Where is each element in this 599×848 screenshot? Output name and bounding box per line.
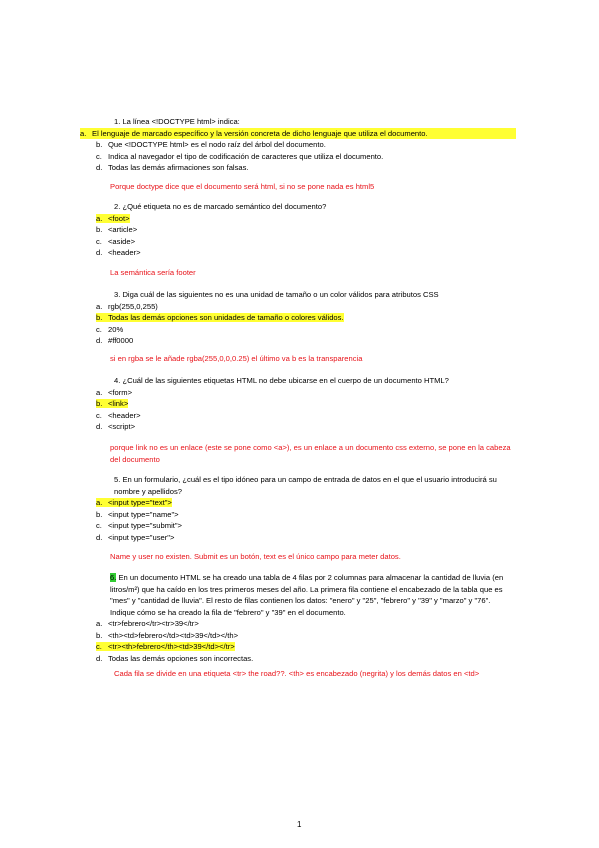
question-title: 2. ¿Qué etiqueta no es de marcado semántico del documento? [114, 202, 327, 211]
option-d[interactable]: d. Todas las demás opciones son incorrectas. [96, 653, 254, 663]
question-6 [96, 572, 516, 664]
question-number: 6. [110, 573, 117, 582]
question-5 [96, 474, 516, 543]
answer-note-1: Porque doctype dice que el documento será html, si no se pone nada es html5 [110, 182, 375, 191]
question-title: 4. ¿Cuál de las siguientes etiquetas HTML no debe ubicarse en el cuerpo de un documento HTML? [114, 376, 449, 385]
option-b[interactable]: b. <link> [96, 399, 129, 408]
option-d[interactable]: d. <header> [96, 248, 141, 257]
answer-note-2: La semántica sería footer [110, 268, 196, 277]
option-b[interactable]: b. <input type="name"> [96, 509, 179, 519]
option-c[interactable]: c. Indica al navegador el tipo de codificación de caracteres que utiliza el documento. [96, 151, 384, 161]
question-title: 3. Diga cuál de las siguientes no es una unidad de tamaño o un color válidos para atributos CSS [114, 290, 439, 299]
question-4 [96, 375, 516, 433]
option-b[interactable]: b. <article> [96, 225, 138, 234]
question-3 [96, 289, 516, 347]
option-a[interactable]: a. rgb(255,0,255) [96, 301, 158, 311]
question-title: 6. En un documento HTML se ha creado una tabla de 4 filas por 2 columnas para almacenar la cantidad de lluvia (en litros/m²) que ha caído en los tres primeros meses del año. La primera fila contiene el encabezado de la tabla que es "mes" y "cantidad de lluvia". El resto de filas contienen los datos: "enero" y "25", "febrero" y "39" y "marzo" y "76". Indique cómo se ha creado la fila de "febrero" y "39" en el documento. [110, 573, 504, 617]
option-c[interactable]: c. <aside> [96, 236, 136, 246]
option-d[interactable]: d. Todas las demás afirmaciones son falsas. [96, 163, 249, 172]
option-c[interactable]: c. 20% [96, 324, 124, 334]
option-d[interactable]: d. #ff0000 [96, 336, 134, 345]
option-d[interactable]: d. <script> [96, 422, 136, 431]
option-a[interactable]: a. <foot> [96, 213, 130, 223]
option-c[interactable]: c. <input type="submit"> [96, 521, 182, 530]
option-b[interactable]: b. <th><td>febrero</td><td>39</td></th> [96, 630, 239, 640]
option-a[interactable]: a. <tr>febrero</tr><tr>39</tr> [96, 619, 199, 628]
option-a[interactable]: a. <input type="text"> [96, 498, 172, 507]
option-a[interactable]: a. El lenguaje de marcado específico y la versión concreta de dicho lenguaje que utiliza el documento. [80, 128, 516, 140]
question-2 [96, 201, 516, 259]
option-c[interactable]: c. <tr><th>febrero</th><td>39</td></tr> [96, 642, 235, 651]
question-title: 1. La línea <!DOCTYPE html> indica: [114, 117, 240, 126]
question-title: 5. En un formulario, ¿cuál es el tipo idóneo para un campo de entrada de datos en el que el usuario introducirá su nombre y apellidos? [114, 475, 497, 496]
option-b[interactable]: b. Que <!DOCTYPE html> es el nodo raíz del árbol del documento. [96, 140, 326, 149]
option-b[interactable]: b. Todas las demás opciones son unidades de tamaño o colores válidos. [96, 313, 344, 322]
answer-note-3: si en rgba se le añade rgba(255,0,0,0.25) el último va b es la transparencia [110, 354, 363, 363]
answer-note-6: Cada fila se divide en una etiqueta <tr> the road??. <th> es encabezado (negrita) y los demás datos en <td> [114, 669, 480, 678]
option-c[interactable]: c. <header> [96, 410, 141, 420]
option-a[interactable]: a. <form> [96, 387, 133, 397]
question-1 [80, 116, 516, 174]
answer-note-5: Name y user no existen. Submit es un botón, text es el único campo para meter datos. [110, 552, 401, 561]
answer-note-4: porque link no es un enlace (este se pone como <a>), es un enlace a un documento css externo, se pone en la cabeza del documento [110, 443, 511, 464]
option-d[interactable]: d. <input type="user"> [96, 532, 175, 542]
page-number: 1 [297, 820, 302, 829]
